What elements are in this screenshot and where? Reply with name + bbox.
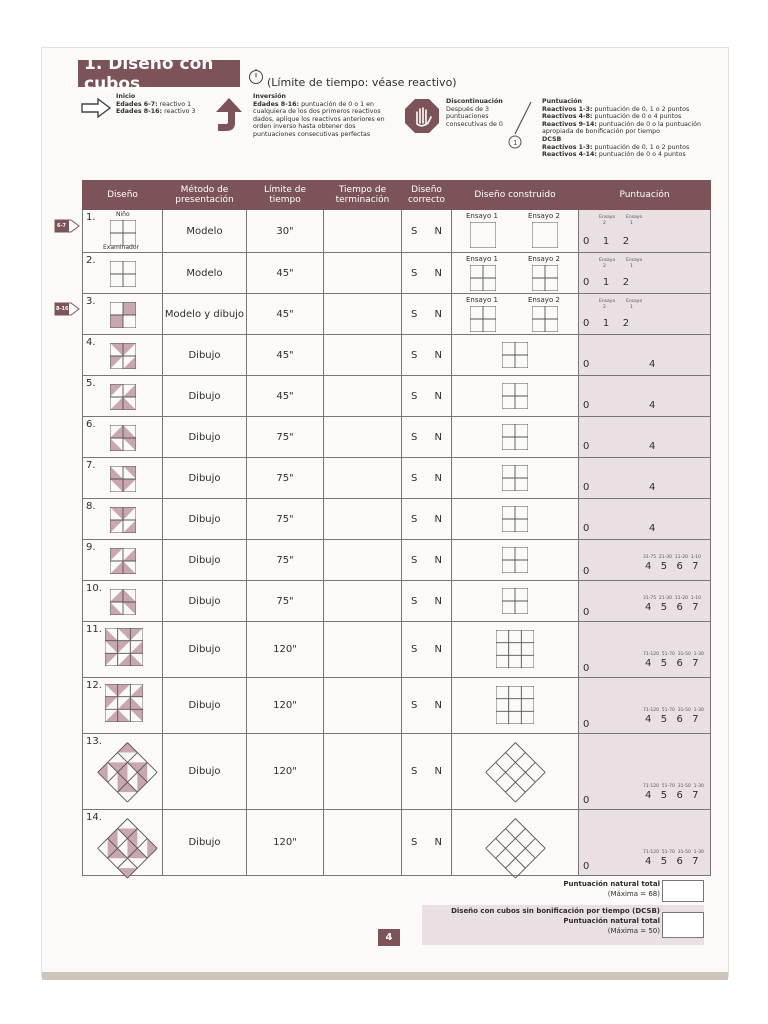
design-pattern-icon — [105, 684, 143, 725]
completion-time-field[interactable] — [324, 335, 402, 376]
presentation-method: Dibujo — [163, 499, 247, 540]
correct-design-yes-no[interactable]: S N — [402, 253, 452, 294]
score-zero: 0 — [583, 663, 591, 674]
constructed-design-cell[interactable] — [452, 622, 579, 678]
reverse-arrow-icon — [212, 96, 246, 134]
presentation-method: Dibujo — [163, 581, 247, 622]
correct-design-yes-no[interactable]: S N — [402, 540, 452, 581]
constructed-design-cell[interactable] — [452, 540, 579, 581]
page-edge — [42, 972, 728, 980]
constructed-design-cell[interactable] — [452, 417, 579, 458]
score-zero: 0 — [583, 795, 591, 806]
constructed-design-cell[interactable] — [452, 458, 579, 499]
bonus-score-options: 4 5 6 7 — [645, 658, 700, 669]
correct-design-yes-no[interactable]: S N — [402, 499, 452, 540]
correct-design-yes-no[interactable]: S N — [402, 210, 452, 253]
item-number: 6. — [86, 419, 96, 430]
answer-grid — [502, 588, 528, 617]
table-row — [83, 499, 711, 540]
item-number: 14. — [86, 812, 102, 823]
score-cell[interactable] — [579, 810, 711, 876]
correct-design-yes-no[interactable]: S N — [402, 376, 452, 417]
table-row — [83, 417, 711, 458]
constructed-design-cell[interactable] — [452, 499, 579, 540]
design-pattern-icon — [110, 425, 136, 454]
score-cell[interactable] — [579, 335, 711, 376]
answer-grid — [502, 465, 528, 494]
presentation-method: Modelo — [163, 210, 247, 253]
score-cell[interactable] — [579, 734, 711, 810]
time-limit: 45" — [247, 294, 324, 335]
score-four: 4 — [649, 441, 657, 452]
score-zero: 0 — [583, 861, 591, 872]
completion-time-field[interactable] — [324, 499, 402, 540]
header-completion-time: Tiempo de terminación — [324, 181, 402, 210]
answer-grid — [502, 383, 528, 412]
bonus-score-options: 4 5 6 7 — [645, 561, 700, 572]
item-number: 10. — [86, 583, 102, 594]
time-limit: 75" — [247, 499, 324, 540]
trial-2-label: Ensayo 2 — [528, 296, 560, 304]
item-number: 11. — [86, 624, 102, 635]
table-row — [83, 253, 711, 294]
time-limit: 120" — [247, 810, 324, 876]
trial-1-label: Ensayo 1 — [466, 212, 498, 220]
completion-time-field[interactable] — [324, 458, 402, 499]
design-pattern-icon — [110, 261, 136, 290]
table-row — [83, 376, 711, 417]
answer-grid-trial-1 — [470, 306, 496, 335]
completion-time-field[interactable] — [324, 540, 402, 581]
section-title: 1. Diseño con cubos — [78, 60, 240, 87]
item-number: 5. — [86, 378, 96, 389]
score-cell[interactable] — [579, 540, 711, 581]
start-tag-6-7: 6-7 — [57, 223, 67, 229]
completion-time-field[interactable] — [324, 678, 402, 734]
time-limit: 75" — [247, 458, 324, 499]
pencil-icon — [505, 100, 535, 150]
trial-small-label-2: Ensayo — [626, 299, 643, 304]
design-cell — [83, 376, 163, 417]
design-pattern-icon — [110, 384, 136, 413]
score-cell[interactable] — [579, 499, 711, 540]
trial-small-value-1: 2 — [603, 264, 606, 269]
constructed-design-cell[interactable] — [452, 376, 579, 417]
trial-2-label: Ensayo 2 — [528, 212, 560, 220]
design-pattern-icon — [105, 628, 143, 669]
score-four: 4 — [649, 400, 657, 411]
time-limit: 45" — [247, 253, 324, 294]
constructed-design-cell[interactable] — [452, 210, 579, 253]
design-cell — [83, 458, 163, 499]
bonus-score-options: 4 5 6 7 — [645, 602, 700, 613]
design-cell — [83, 210, 163, 253]
time-limit: 75" — [247, 581, 324, 622]
score-zero: 0 — [583, 359, 591, 370]
trial-small-label-1: Ensayo — [599, 258, 616, 263]
design-cell — [83, 622, 163, 678]
trial-small-label-2: Ensayo — [626, 215, 643, 220]
presentation-method: Modelo y dibujo — [163, 294, 247, 335]
bonus-score-options: 4 5 6 7 — [645, 714, 700, 725]
completion-time-field[interactable] — [324, 253, 402, 294]
score-cell[interactable] — [579, 458, 711, 499]
time-limit: 75" — [247, 417, 324, 458]
trial-small-value-2: 1 — [630, 305, 633, 310]
score-zero: 0 — [583, 607, 591, 618]
completion-time-field[interactable] — [324, 622, 402, 678]
trial-small-value-2: 1 — [630, 221, 633, 226]
svg-text:1: 1 — [513, 139, 518, 147]
correct-design-yes-no[interactable]: S N — [402, 734, 452, 810]
raw-total-label: Puntuación natural total — [563, 880, 660, 888]
correct-design-yes-no[interactable]: S N — [402, 810, 452, 876]
score-zero: 0 — [583, 441, 591, 452]
table-row — [83, 540, 711, 581]
score-four: 4 — [649, 523, 657, 534]
presentation-method: Dibujo — [163, 417, 247, 458]
answer-grid — [502, 547, 528, 576]
dcsb-total-box[interactable] — [662, 912, 704, 938]
table-row — [83, 581, 711, 622]
constructed-design-cell[interactable] — [452, 678, 579, 734]
design-cell — [83, 734, 163, 810]
discontinue-info: Discontinuación Después de 3 puntuaciones consecutivas de 0 — [446, 98, 503, 128]
correct-design-yes-no[interactable]: S N — [402, 417, 452, 458]
answer-grid — [502, 424, 528, 453]
bonus-score-options: 4 5 6 7 — [645, 790, 700, 801]
table-row — [83, 458, 711, 499]
score-cell[interactable] — [579, 622, 711, 678]
bonus-time-ranges: 31-75 21-30 11-20 1-10 — [643, 596, 702, 601]
item-number: 4. — [86, 337, 96, 348]
bonus-score-options: 4 5 6 7 — [645, 856, 700, 867]
answer-grid-trial-2 — [532, 222, 558, 251]
start-info: Inicio Edades 6-7: reactivo 1 Edades 8-16: reactivo 3 — [116, 93, 196, 116]
bonus-time-ranges: 31-75 21-30 11-20 1-10 — [643, 555, 702, 560]
table-row — [83, 622, 711, 678]
trial-small-value-1: 2 — [603, 305, 606, 310]
constructed-design-cell[interactable] — [452, 294, 579, 335]
score-zero: 0 — [583, 566, 591, 577]
answer-grid — [485, 742, 546, 806]
constructed-design-cell[interactable] — [452, 734, 579, 810]
score-zero: 0 — [583, 482, 591, 493]
design-cell — [83, 810, 163, 876]
header-time-limit: Límite de tiempo — [247, 181, 324, 210]
scoring-info: Puntuación Reactivos 1-3: puntuación de 0, 1 o 2 puntos Reactivos 4-8: puntuación de 0 o 4 puntos Reactivos 9-14: puntuación de 0 o la puntuación apropiada de bonificación por tiempo DCSB Reactivos 1-3: puntuación de 0, 1 o 2 puntos Reactivos 4-14: puntuación de 0 o 4 puntos — [542, 98, 701, 159]
time-limit: 45" — [247, 335, 324, 376]
examiner-label: Examinador — [103, 244, 139, 251]
design-cell — [83, 294, 163, 335]
presentation-method: Dibujo — [163, 335, 247, 376]
design-pattern-icon — [110, 589, 136, 618]
presentation-method: Modelo — [163, 253, 247, 294]
presentation-method: Dibujo — [163, 678, 247, 734]
table-row — [83, 335, 711, 376]
design-pattern-icon — [110, 548, 136, 577]
item-number: 7. — [86, 460, 96, 471]
correct-design-yes-no[interactable]: S N — [402, 458, 452, 499]
scoring-table — [82, 180, 711, 876]
constructed-design-cell[interactable] — [452, 335, 579, 376]
page-number: 4 — [378, 929, 400, 946]
answer-grid — [485, 818, 546, 882]
score-zero: 0 — [583, 523, 591, 534]
presentation-method: Dibujo — [163, 622, 247, 678]
score-cell[interactable] — [579, 253, 711, 294]
time-limit: 30" — [247, 210, 324, 253]
time-limit: 45" — [247, 376, 324, 417]
presentation-method: Dibujo — [163, 376, 247, 417]
item-number: 3. — [86, 296, 96, 307]
score-cell[interactable] — [579, 678, 711, 734]
correct-design-yes-no[interactable]: S N — [402, 294, 452, 335]
answer-grid — [502, 342, 528, 371]
bonus-time-ranges: 71-120 51-70 31-50 1-30 — [643, 708, 704, 713]
start-arrow-icon — [80, 96, 112, 120]
reverse-info: Inversión Edades 8-16: puntuación de 0 o 1 en cualquiera de los dos primeros reactivos dados, aplique los reactivos anteriores en orden inverso hasta obtener dos puntuaciones consecutivas perfectas — [253, 93, 385, 138]
time-limit: 120" — [247, 622, 324, 678]
completion-time-field[interactable] — [324, 810, 402, 876]
table-row — [83, 810, 711, 876]
trial-small-label-1: Ensayo — [599, 299, 616, 304]
completion-time-field[interactable] — [324, 581, 402, 622]
presentation-method: Dibujo — [163, 810, 247, 876]
time-limit: 120" — [247, 734, 324, 810]
dcsb-total-label: Puntuación natural total — [563, 917, 660, 925]
answer-grid-trial-1 — [470, 265, 496, 294]
score-options: 0 1 2 — [583, 318, 631, 329]
score-four: 4 — [649, 359, 657, 370]
design-pattern-icon — [110, 507, 136, 536]
item-number: 13. — [86, 736, 102, 747]
completion-time-field[interactable] — [324, 417, 402, 458]
header-design: Diseño — [83, 181, 163, 210]
completion-time-field[interactable] — [324, 734, 402, 810]
stop-hand-icon — [404, 98, 440, 134]
table-row — [83, 734, 711, 810]
table-row — [83, 678, 711, 734]
design-pattern-icon — [110, 343, 136, 372]
header-constructed-design: Diseño construido — [452, 181, 579, 210]
score-options: 0 1 2 — [583, 277, 631, 288]
constructed-design-cell[interactable] — [452, 581, 579, 622]
design-cell — [83, 335, 163, 376]
time-limit-note: (Límite de tiempo: véase reactivo) — [267, 76, 457, 89]
answer-grid — [502, 506, 528, 535]
answer-grid — [496, 686, 534, 727]
design-pattern-icon — [110, 302, 136, 331]
stopwatch-icon — [247, 67, 265, 85]
table-row — [83, 294, 711, 335]
trial-small-label-1: Ensayo — [599, 215, 616, 220]
answer-grid-trial-2 — [532, 265, 558, 294]
design-pattern-icon — [97, 742, 158, 806]
raw-total-max: (Máxima = 68) — [607, 890, 660, 898]
completion-time-field[interactable] — [324, 294, 402, 335]
header-score: Puntuación — [579, 181, 711, 210]
item-number: 9. — [86, 542, 96, 553]
design-pattern-icon — [110, 466, 136, 495]
child-label: Niño — [116, 211, 130, 218]
score-zero: 0 — [583, 719, 591, 730]
trial-2-label: Ensayo 2 — [528, 255, 560, 263]
constructed-design-cell[interactable] — [452, 253, 579, 294]
design-pattern-icon — [97, 818, 158, 882]
score-cell[interactable] — [579, 210, 711, 253]
presentation-method: Dibujo — [163, 458, 247, 499]
answer-grid-trial-2 — [532, 306, 558, 335]
start-tag-8-16: 8-16 — [56, 306, 69, 312]
dcsb-label: Diseño con cubos sin bonificación por tiempo (DCSB) — [451, 907, 660, 915]
trial-1-label: Ensayo 1 — [466, 296, 498, 304]
presentation-method: Dibujo — [163, 540, 247, 581]
design-cell — [83, 499, 163, 540]
presentation-method: Dibujo — [163, 734, 247, 810]
completion-time-field[interactable] — [324, 376, 402, 417]
correct-design-yes-no[interactable]: S N — [402, 678, 452, 734]
score-cell[interactable] — [579, 294, 711, 335]
correct-design-yes-no[interactable]: S N — [402, 335, 452, 376]
bonus-time-ranges: 71-120 51-70 31-50 1-30 — [643, 850, 704, 855]
answer-grid-trial-1 — [470, 222, 496, 251]
time-limit: 75" — [247, 540, 324, 581]
item-number: 12. — [86, 680, 102, 691]
completion-time-field[interactable] — [324, 210, 402, 253]
item-number: 1. — [86, 212, 96, 223]
design-cell — [83, 253, 163, 294]
header-method: Método de presentación — [163, 181, 247, 210]
item-number: 8. — [86, 501, 96, 512]
score-four: 4 — [649, 482, 657, 493]
trial-small-label-2: Ensayo — [626, 258, 643, 263]
constructed-design-cell[interactable] — [452, 810, 579, 876]
score-options: 0 1 2 — [583, 236, 631, 247]
table-row — [83, 210, 711, 253]
table-header-row — [83, 181, 711, 210]
correct-design-yes-no[interactable]: S N — [402, 622, 452, 678]
bonus-time-ranges: 71-120 51-70 31-50 1-30 — [643, 784, 704, 789]
design-cell — [83, 540, 163, 581]
item-number: 2. — [86, 255, 96, 266]
raw-total-box[interactable] — [662, 880, 704, 902]
score-cell[interactable] — [579, 417, 711, 458]
correct-design-yes-no[interactable]: S N — [402, 581, 452, 622]
answer-grid — [496, 630, 534, 671]
trial-small-value-2: 1 — [630, 264, 633, 269]
design-cell — [83, 417, 163, 458]
design-cell — [83, 581, 163, 622]
header-correct-design: Diseño correcto — [402, 181, 452, 210]
score-cell[interactable] — [579, 376, 711, 417]
design-cell — [83, 678, 163, 734]
score-zero: 0 — [583, 400, 591, 411]
score-cell[interactable] — [579, 581, 711, 622]
trial-small-value-1: 2 — [603, 221, 606, 226]
bonus-time-ranges: 71-120 51-70 31-50 1-30 — [643, 652, 704, 657]
trial-1-label: Ensayo 1 — [466, 255, 498, 263]
dcsb-max: (Máxima = 50) — [607, 927, 660, 935]
time-limit: 120" — [247, 678, 324, 734]
